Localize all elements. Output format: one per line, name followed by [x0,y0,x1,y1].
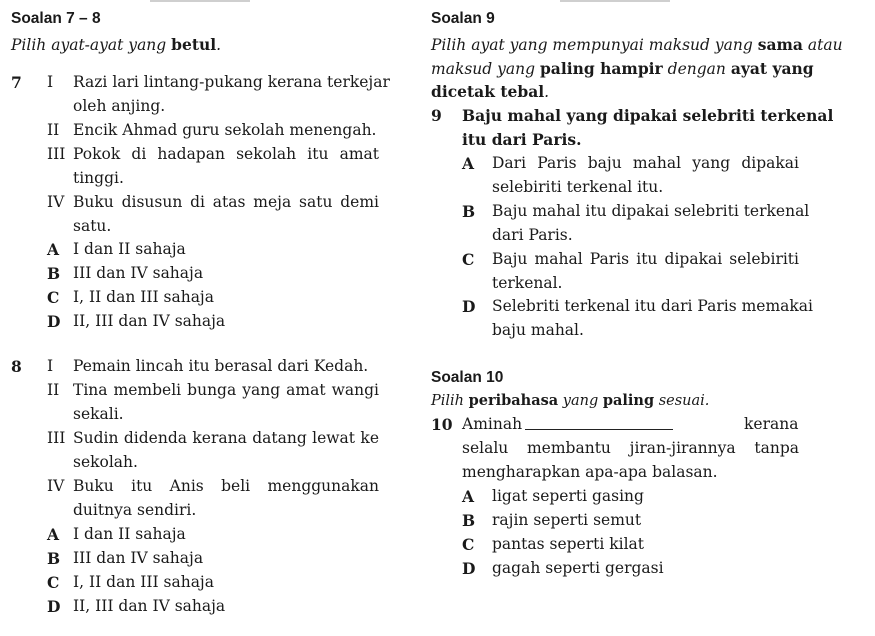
option-text: I, II dan III sahaja [73,288,214,306]
option-text: II, III dan IV sahaja [73,312,226,330]
instruction-text: Pilih [431,393,469,409]
instruction-text: Pilih ayat-ayat yang [11,36,172,54]
option-letter: B [462,511,476,530]
instruction-bold: peribahasa [468,392,559,409]
section-heading-10: Soalan 10 [431,369,504,386]
option-letter: D [47,312,61,331]
statement-line: Buku itu Anis beli menggunakan [73,477,379,495]
statement-line: Pokok di hadapan sekolah itu amat [73,145,379,163]
statement-line: Razi lari lintang-pukang kerana terkejar [73,73,390,91]
statement-line: Encik Ahmad guru sekolah menengah. [73,121,377,139]
answer-blank [525,417,673,434]
roman-numeral: I [47,73,54,91]
option-text: III dan IV sahaja [73,264,204,282]
option-letter: A [462,154,475,173]
instruction-bold: paling hampir [539,59,663,78]
instruction-9-line [431,59,814,78]
instruction-7-8 [11,37,221,54]
option-letter: D [47,597,61,616]
option-letter: B [462,202,476,221]
roman-numeral: II [47,121,60,139]
instruction-10 [431,394,709,409]
statement-line: satu. [73,217,112,235]
instruction-text: Pilih ayat yang mempunyai maksud yang [431,36,758,54]
section-heading-9: Soalan 9 [431,10,495,27]
question-bold-line: Baju mahal yang dipakai selebriti terkenal [462,106,834,125]
option-line: dari Paris. [492,226,573,244]
option-text: rajin seperti semut [492,511,642,529]
option-letter: B [47,264,61,283]
option-line: selebiriti terkenal itu. [492,178,664,196]
instruction-text: . [544,83,550,101]
instruction-text: maksud yang [431,60,540,78]
instruction-bold: dicetak tebal [431,82,545,101]
instruction-bold: paling [602,392,655,409]
statement-line: Sudin didenda kerana datang lewat ke [73,429,379,447]
instruction-text: yang [558,393,603,409]
statement-line: Pemain lincah itu berasal dari Kedah. [73,357,369,375]
statement-line: oleh anjing. [73,97,166,115]
question-number: 7 [11,73,22,92]
top-edge-mark [560,0,670,2]
statement-line: sekali. [73,405,124,423]
question-start-text: Aminah [462,415,523,433]
instruction-9-line [431,84,549,101]
option-letter: A [47,525,60,544]
instruction-bold: betul [171,35,217,54]
option-line: baju mahal. [492,321,584,339]
question-end-text: kerana [744,415,799,433]
option-letter: D [462,559,476,578]
option-line: terkenal. [492,274,563,292]
statement-line: sekolah. [73,453,138,471]
instruction-text: . [216,36,222,54]
roman-numeral: IV [47,477,65,495]
option-text: I dan II sahaja [73,525,186,543]
option-letter: C [47,573,60,592]
option-text: pantas seperti kilat [492,535,645,553]
roman-numeral: IV [47,193,65,211]
option-letter: C [462,535,475,554]
option-text: I dan II sahaja [73,240,186,258]
roman-numeral: II [47,381,60,399]
option-letter: C [47,288,60,307]
option-line: Baju mahal Paris itu dipakai selebiriti [492,250,799,268]
question-line: mengharapkan apa-apa balasan. [462,463,718,481]
section-heading-7-8: Soalan 7 – 8 [11,10,101,27]
statement-line: duitnya sendiri. [73,501,197,519]
question-bold-line: itu dari Paris. [462,130,582,149]
option-text: II, III dan IV sahaja [73,597,226,615]
top-edge-mark [150,0,250,2]
option-line: Dari Paris baju mahal yang dipakai [492,154,799,172]
statement-line: Buku disusun di atas meja satu demi [73,193,379,211]
option-letter: B [47,549,61,568]
option-letter: A [462,487,475,506]
question-number: 9 [431,106,442,125]
option-text: III dan IV sahaja [73,549,204,567]
option-letter: D [462,297,476,316]
roman-numeral: I [47,357,54,375]
instruction-bold: sama [757,35,803,54]
instruction-text: sesuai. [654,393,710,409]
instruction-9-line [431,37,843,54]
option-text: ligat seperti gasing [492,487,644,505]
question-number: 8 [11,357,22,376]
instruction-text: dengan [662,60,731,78]
statement-line: Tina membeli bunga yang amat wangi [73,381,379,399]
roman-numeral: III [47,145,66,163]
roman-numeral: III [47,429,66,447]
option-text: gagah seperti gergasi [492,559,664,577]
option-text: I, II dan III sahaja [73,573,214,591]
question-line: selalu membantu jiran-jirannya tanpa [462,439,799,457]
instruction-text: atau [802,36,843,54]
statement-line: tinggi. [73,169,124,187]
option-line: Selebriti terkenal itu dari Paris memakai [492,297,813,315]
option-letter: C [462,250,475,269]
option-line: Baju mahal itu dipakai selebriti terkenal [492,202,810,220]
instruction-bold: ayat yang [730,59,814,78]
question-number: 10 [431,415,453,434]
option-letter: A [47,240,60,259]
